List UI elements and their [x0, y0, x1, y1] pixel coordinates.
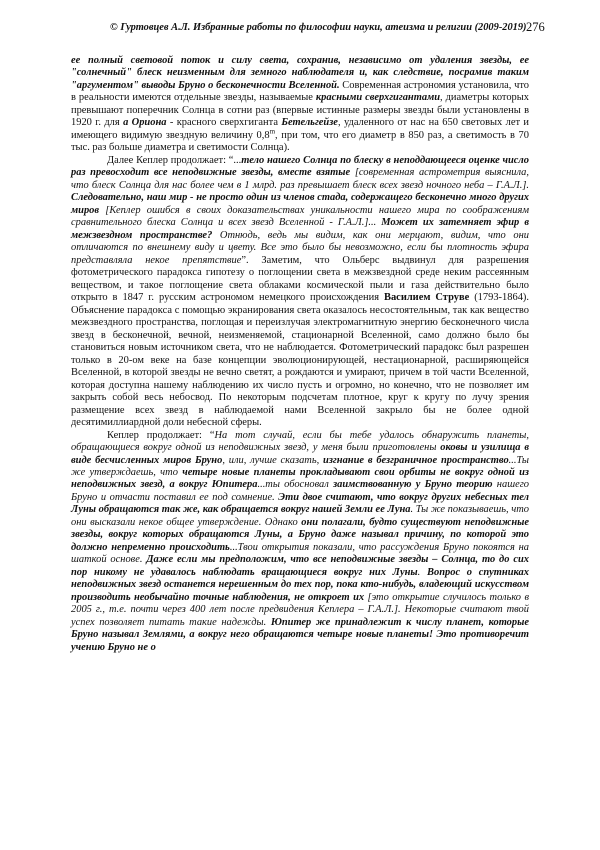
text-run: Даже если мы предположим, что все неподвижные звезды – Солнца, то до сих пор никому не удавалось наблюдать вращающиеся вокруг них Луны [71, 554, 529, 578]
text-run: [Кеплер ошибся в своих доказательствах уникальности нашего мира по соображениям сравнительного блеска Солнца и всех звезд Вселенной - Г.А.Л.]... [71, 204, 529, 229]
text-run: [это открытие случилось только в 2005 г., т.е. почти через 400 лет после предвидения Кеплера – Г.А.Л.]. Некоторые считают твой успех позволяет питать такие надежды. [71, 591, 529, 628]
text-run: . [417, 566, 428, 578]
text-run: они полагали, будто существуют неподвижные звезды, вокруг которых обращаются Луны, а Бруно даже называл причину, по которой это должно непременно происходить [71, 516, 529, 553]
page-header [0, 22, 600, 42]
document-body [71, 55, 529, 654]
text-run: Эти двое считают, что вокруг других небесных тел Луны обращаются так же, как обращается вокруг нашей Земли ее Луна [71, 491, 529, 516]
header-title: © Гуртовцев А.Л. Избранные работы по философии науки, атеизма и религии (2009-2019) [110, 22, 527, 33]
text-run: ...ты обосновал [257, 479, 334, 491]
text-run: Юпитер же принадлежит к числу планет, которые Бруно называл Землями, а вокруг него обращаются четыре новые планеты! Это противоречит учению Бруно не о [71, 616, 529, 653]
text-run: четыре новые планеты прокладывают свои орбиты не вокруг одной из неподвижных звезд, а вокруг Юпитера [71, 466, 530, 491]
text-run: изгнание в безграничное пространство [323, 454, 509, 466]
text-run: заимствованную у Бруно теорию [333, 479, 493, 491]
text-run: (1793-1864). Объяснение парадокса с помощью экранирования света оказалось несостоятельным, так как вещество межзвездного пространства, поглощая и переизлучая электромагнитную энергию бесконечного числа звезд в бесконечной, вечной, неизменяемой, стационарной Вселенной, само должно было бы становиться новым источником света, что не наблюдается. Фотометрический парадокс был разрешен только в 20-ом веке на базе концепции эволюционирующей, нестационарной, расширяющейся Вселенной, в которой звезды не вечно светят, а рождаются и умирают, причем в той части Вселенной, которая доступна нашему наблюдению их число пусть и огромно, но конечно, что не позволяет им закрыть собой весь небосвод. По некоторым подсчетам плотное, круг к кругу по лучу зрения размещение всех звезд в наблюдаемой нами Вселенной закрыло бы не более одной десятимиллиардной доли небесной сферы. [71, 292, 529, 429]
text-run: , удаленного от нас на 650 световых лет и имеющего видимую звездную величину 0,8 [71, 117, 529, 141]
text-run: На тот случай, если бы тебе удалось обнаружить планеты, обращающиеся вокруг одной из неподвижных звезд, у меня были приготовлены [71, 429, 529, 454]
paragraph [71, 55, 529, 155]
text-run: красными сверхгигантами [315, 92, 441, 104]
text-run: Может их затемняет эфир в межзвездном пространстве? [71, 217, 529, 241]
text-run: ее полный световой поток и силу света, сохранив, независимо от удаления звезды, ее "солнечный" блеск неизменным для земного наблюдателя и, как следствие, посрамив таким "аргументом" выводы Бруно о бесконечности Вселенной. [71, 55, 529, 91]
text-run: - красного сверхгиганта [166, 117, 282, 129]
text-run: Вопрос о спутниках неподвижных звезд останется нерешенным до тех пор, пока кто-нибудь, владеющий искусством производить необычайно точные наблюдения, не откроет их [71, 566, 529, 603]
text-run: Бетельгейзе [281, 117, 338, 129]
text-run: Далее Кеплер продолжает: “... [107, 154, 242, 166]
text-run: ...Твои открытия показали, что рассуждения Бруно покоятся на шаткой основе. [71, 541, 530, 566]
text-run: а Ориона [123, 117, 167, 129]
text-run: Следовательно, наш мир - не просто один из членов стада, содержащего бесконечно много других миров [71, 192, 529, 216]
text-run: нашего Бруно и отчасти поставил ее под сомнение. [71, 479, 529, 503]
text-run: [современная астрометрия выяснила, что блеск Солнца для нас более чем в 1 млрд. раз превышает блеск всех звезд ночного неба – Г.А.Л.]. [71, 167, 529, 191]
text-run: ...Ты же утверждаешь, что [71, 454, 529, 478]
text-run: Современная астрономия установила, что в реальности имеются отдельные звезды, называемые [71, 79, 529, 104]
text-run: Отнюдь, ведь мы видим, как они мерцают, видим, что они отличаются по внешнему виду и цвету. Все это было бы невозможно, если бы плотность эфира представляла некое препятствие [71, 229, 529, 266]
text-run: Кеплер продолжает: “ [107, 429, 215, 441]
text-run: ”. Заметим, что Ольберс выдвинул для разрешения фотометрического парадокса гипотезу о поглощении света в межзвездной среде неким рассеянным веществом, и такое поглощение света облаками космической пыли и газа действительно было открыто в 1847 г. русским астрономом немецкого происхождения [71, 254, 529, 304]
text-run: , диаметры которых превышают поперечник Солнца в сотни раз (впервые истинные размеры звезды были установлены в 1920 г. для [71, 92, 529, 129]
text-run: . Ты же показываешь, что они высказали некое общее утверждение. Однако [71, 504, 529, 528]
paragraph [71, 155, 529, 430]
text-run: Василием Струве [384, 292, 470, 304]
text-run: тело нашего Солнца по блеску в неподдающееся оценке число раз превосходит все неподвижные звезды, вместе взятые [71, 154, 529, 179]
paragraph [71, 430, 529, 655]
text-run: , при том, что его диаметр в 850 раз, а светимость в 70 тыс. раз больше диаметра и светимости Солнца). [71, 129, 529, 154]
text-run: оковы и узилища в виде бесчисленных миров Бруно [71, 442, 529, 466]
text-run: , или, лучше сказать, [222, 454, 324, 466]
text-run: m [269, 127, 276, 136]
page-number: 276 [526, 20, 545, 34]
